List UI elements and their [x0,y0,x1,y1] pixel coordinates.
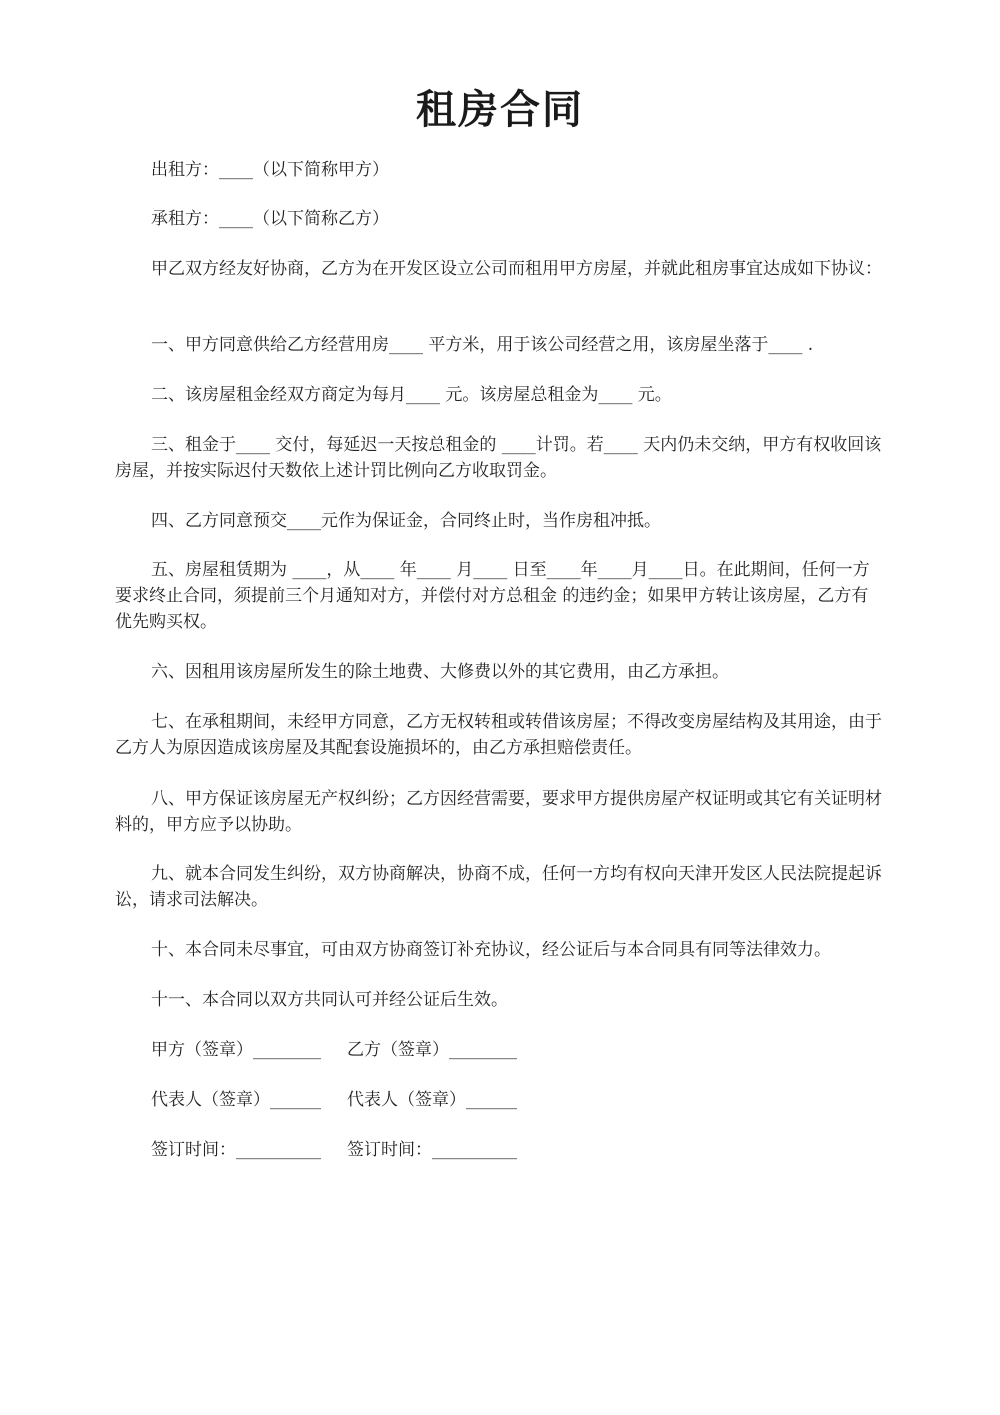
clause-9: 九、就本合同发生纠纷，双方协商解决，协商不成，任何一方均有权向天津开发区人民法院提起诉讼，请求司法解决。 [115,864,882,910]
representative-b-signature: 代表人（签章）______ [347,1090,517,1110]
clause-4: 四、乙方同意预交____元作为保证金，合同终止时，当作房租冲抵。 [151,511,661,531]
lessee-line: 承租方：____（以下简称乙方） [151,209,389,229]
document-title: 租房合同 [416,87,584,133]
clause-11: 十一、本合同以双方共同认可并经公证后生效。 [151,990,508,1010]
clause-3: 三、租金于____ 交付，每延迟一天按总租金的 ____计罚。若____ 天内仍未交纳，甲方有权收回该房屋，并按实际迟付天数依上述计罚比例向乙方收取罚金。 [115,435,882,481]
signing-date-b: 签订时间：__________ [347,1140,517,1160]
clause-6: 六、因租用该房屋所发生的除土地费、大修费以外的其它费用，由乙方承担。 [151,662,729,682]
clause-2: 二、该房屋租金经双方商定为每月____ 元。该房屋总租金为____ 元。 [151,385,672,405]
clause-10: 十、本合同未尽事宜，可由双方协商签订补充协议，经公证后与本合同具有同等法律效力。 [151,940,831,960]
clause-5: 五、房屋租赁期为 ____，从____ 年____ 月____ 日至____年____月____日。在此期间，任何一方要求终止合同，须提前三个月通知对方，并偿付对方总租金 的违约金；如果甲方转让该房屋，乙方有优先购买权。 [115,560,870,632]
clause-8: 八、甲方保证该房屋无产权纠纷；乙方因经营需要，要求甲方提供房屋产权证明或其它有关证明材料的，甲方应予以协助。 [115,789,882,835]
clause-7: 七、在承租期间，未经甲方同意，乙方无权转租或转借该房屋；不得改变房屋结构及其用途，由于乙方人为原因造成该房屋及其配套设施损坏的，由乙方承担赔偿责任。 [115,712,882,758]
clause-1: 一、甲方同意供给乙方经营用房____ 平方米，用于该公司经营之用，该房屋坐落于____ . [151,335,814,355]
intro-paragraph: 甲乙双方经友好协商，乙方为在开发区设立公司而租用甲方房屋，并就此租房事宜达成如下协议： [151,259,882,279]
party-a-signature: 甲方（签章）________ [151,1040,321,1060]
representative-a-signature: 代表人（签章）______ [151,1090,321,1110]
party-b-signature: 乙方（签章）________ [347,1040,517,1060]
signing-date-a: 签订时间：__________ [151,1140,321,1160]
lessor-line: 出租方：____（以下简称甲方） [151,160,389,180]
